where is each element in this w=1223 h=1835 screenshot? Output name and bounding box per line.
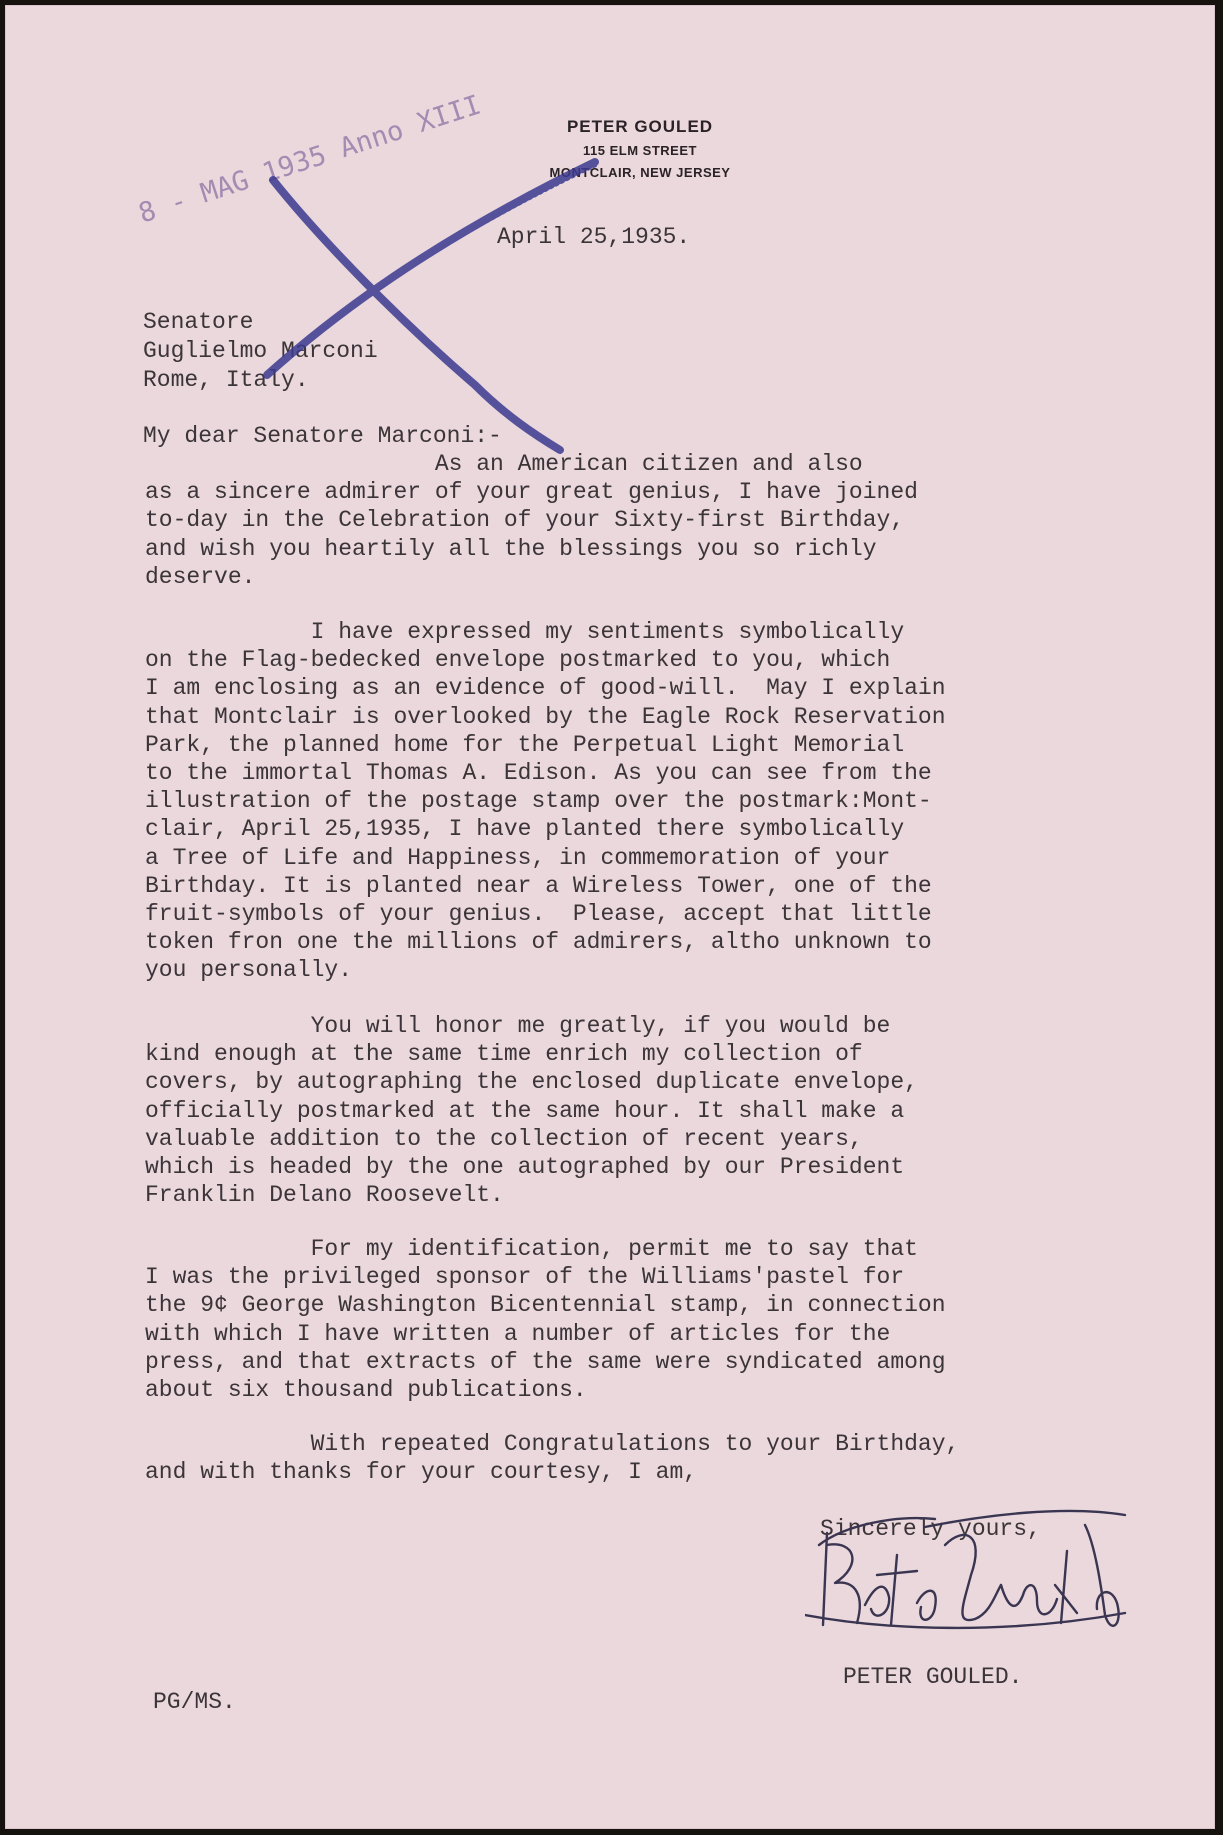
closing: Sincerely yours,	[820, 1516, 1041, 1542]
letterhead-street: 115 ELM STREET	[583, 143, 697, 158]
letter-date: April 25,1935.	[497, 224, 691, 250]
body-paragraph-2: I have expressed my sentiments symbolically on the Flag-bedecked envelope postmarked to you, which I am enclosing as an evidence of good-will. May I explain that Montclair is overlooked by the Eagle Rock Reservation Park, the planned home for the Perpetual Light Memorial to the immortal Thomas A. Edison. As you can see from the illustration of the postage stamp over the postmark:Mont- clair, April 25,1935, I have planted there symbolically a Tree of Life and Happiness, in commemoration of your Birthday. It is planted near a Wireless Tower, one of the fruit-symbols of your genius. Please, accept that little token fron one the millions of admirers, altho unknown to you personally.	[145, 619, 946, 984]
letterhead-name: PETER GOULED	[566, 117, 714, 136]
letter-sheet	[5, 5, 1215, 1829]
address-line-1: Senatore	[143, 309, 254, 335]
letterhead-city: MONTCLAIR, NEW JERSEY	[549, 165, 731, 180]
body-paragraph-1: As an American citizen and also as a sincere admirer of your great genius, I have joined to-day in the Celebration of your Sixty-first Birthday, and wish you heartily all the blessings you so richly deserve.	[145, 451, 918, 590]
address-line-2: Guglielmo Marconi	[143, 338, 378, 364]
body-paragraph-4: For my identification, permit me to say that I was the privileged sponsor of the Williams'pastel for the 9¢ George Washington Bicentennial stamp, in connection with which I have written a number of articles for the press, and that extracts of the same were syndicated among about six thousand publications.	[145, 1236, 946, 1404]
pencil-cross-mark	[5, 5, 1215, 605]
address-line-3: Rome, Italy.	[143, 367, 309, 393]
body-paragraph-3: You will honor me greatly, if you would be kind enough at the same time enrich my collection of covers, by autographing the enclosed duplicate envelope, officially postmarked at the same hour. It shall make a valuable addition to the collection of recent years, which is headed by the one autographed by our President Franklin Delano Roosevelt.	[145, 1013, 918, 1209]
date-received-stamp: 8 - MAG 1935 Anno XIII	[135, 89, 485, 230]
handwritten-signature	[805, 1485, 1135, 1655]
typed-signature-name: PETER GOULED.	[843, 1664, 1023, 1690]
body-paragraph-5: With repeated Congratulations to your Birthday, and with thanks for your courtesy, I am,	[145, 1431, 960, 1486]
salutation: My dear Senatore Marconi:-	[143, 423, 502, 449]
reference-initials: PG/MS.	[153, 1689, 236, 1715]
